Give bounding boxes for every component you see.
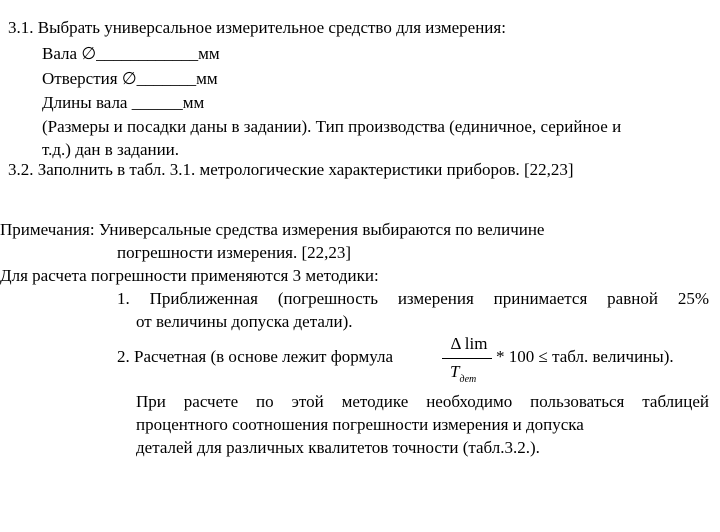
formula-numerator: Δ lim [450,334,488,353]
note-line-2: т.д.) дан в задании. [42,140,180,159]
section-3-1-heading: 3.1. Выбрать универсальное измерительное средство для измерения: [8,18,506,37]
method-1-line-2: от величины допуска детали). [136,312,353,331]
method-2-suffix: * 100 ≤ табл. величины). [496,347,674,366]
error-formula [442,333,492,387]
method-2-desc-line-2: процентного соотношения погрешности измерения и допуска [136,415,584,434]
formula-denominator-subscript: дет [459,374,477,385]
notes-label-line-2: погрешности измерения. [22,23] [117,243,352,262]
note-line-1: (Размеры и посадки даны в задании). Тип производства (единичное, серийное и [42,117,622,136]
formula-denominator: $T_{дет}$ [450,362,477,385]
method-2-desc-line-1: При расчете по этой методике необходимо пользоваться таблицей [136,392,709,411]
method-1-line-1: 1. Приближенная (погрешность измерения принимается равной 25% [117,289,709,308]
methods-intro: Для расчета погрешности применяются 3 методики: [0,266,379,285]
method-2-desc-line-3: деталей для различных квалитетов точности (табл.3.2.). [136,438,540,457]
shaft-length-line: Длины вала ______мм [42,93,205,112]
hole-diameter-line: Отверстия ∅_______мм [42,69,218,88]
method-2-prefix: 2. Расчетная (в основе лежит формула [117,347,394,366]
fraction-bar [442,358,492,359]
section-3-2-heading: 3.2. Заполнить в табл. 3.1. метрологические характеристики приборов. [22,23] [8,160,574,179]
notes-label-line-1: Примечания: Универсальные средства измерения выбираются по величине [0,220,545,239]
shaft-diameter-line: Вала ∅____________мм [42,44,220,63]
